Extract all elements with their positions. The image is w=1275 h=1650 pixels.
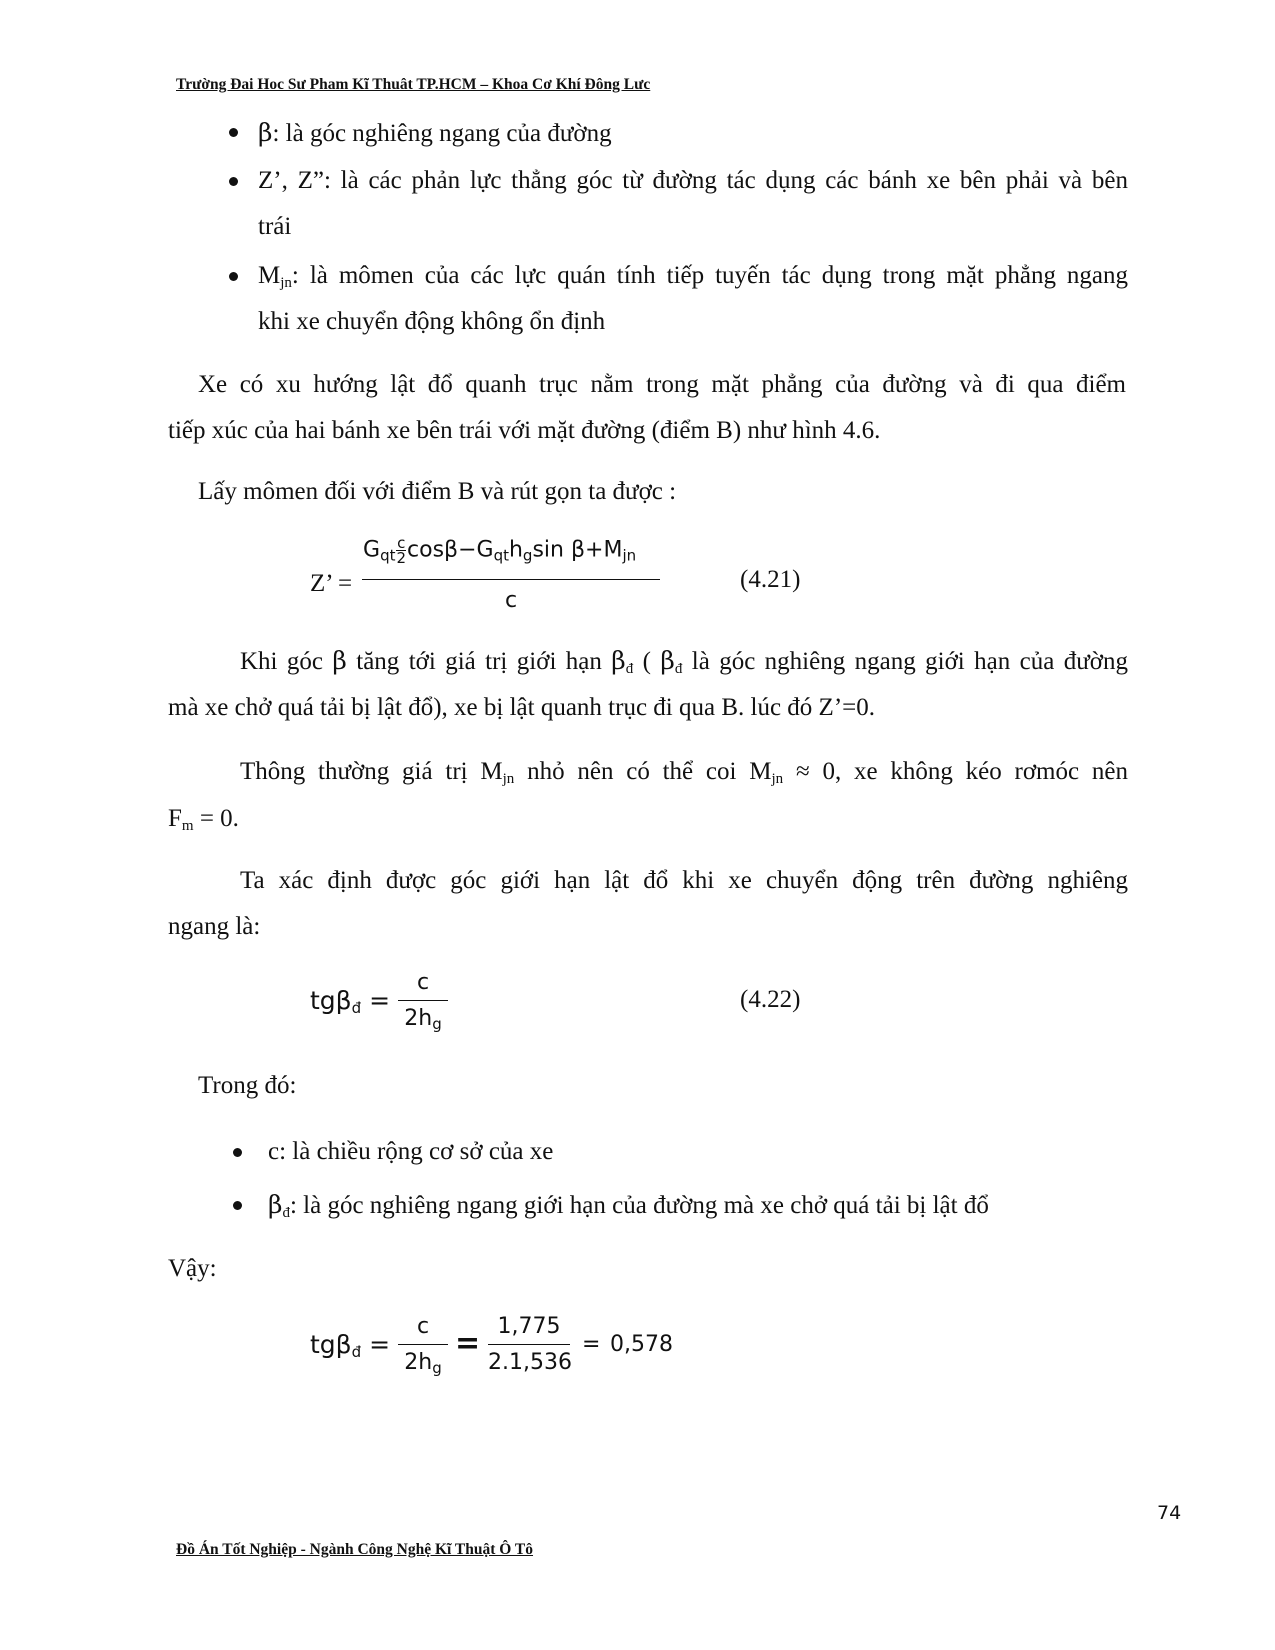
eq-lhs: tgβ$_đ$ =: [310, 1330, 391, 1361]
bullet-z-line1: Z’, Z”: là các phản lực thẳng góc từ đường tác dụng các bánh xe bên phải và bên: [258, 167, 1128, 194]
eq-equals: =: [455, 1326, 481, 1361]
eq-numerator: c: [416, 1314, 430, 1339]
bullet-dot: [229, 128, 238, 137]
equation-number: (4.22): [740, 986, 801, 1013]
eq-numerator: 1,775: [497, 1314, 561, 1339]
bullet-beta-d: $\beta_đ$: là góc nghiêng ngang giới hạn của đường mà xe chở quá tải bị lật đổ: [268, 1190, 989, 1221]
eq-numerator: $G_{qt}$ $\frac{c}{2}$ $\cos\beta-G_{qt}h_g\sin$ $\beta+M_{jn}$: [363, 534, 637, 567]
paragraph-line: Lấy mômen đối với điểm B và rút gọn ta được :: [198, 478, 677, 505]
eq-denominator: 2.1,536: [488, 1350, 572, 1375]
eq-equals: =: [582, 1332, 601, 1357]
paragraph-line: Ta xác định được góc giới hạn lật đổ khi xe chuyển động trên đường nghiêng: [240, 867, 1128, 894]
fraction-bar: [362, 579, 660, 580]
paragraph-line: mà xe chở quá tải bị lật đổ), xe bị lật quanh trục đi qua B. lúc đó Z’=0.: [168, 694, 875, 721]
paragraph-line: Vậy:: [168, 1255, 217, 1282]
paragraph-line: Thông thường giá trị $M_{jn}$ nhỏ nên có thể coi $M_{jn} \approx 0$, xe không kéo rơmóc nên: [240, 758, 1128, 787]
bullet-mjn-line2: khi xe chuyển động không ổn định: [258, 308, 606, 335]
eq-denominator: $2h_g$: [404, 1350, 442, 1377]
bullet-c: c: là chiều rộng cơ sở của xe: [268, 1138, 554, 1165]
bullet-dot: [233, 1148, 242, 1157]
page-number: 74: [1157, 1502, 1182, 1524]
eq-denominator: $2h_g$: [404, 1006, 442, 1033]
fraction-bar: [398, 1000, 448, 1001]
page-footer: Đồ Án Tốt Nghiệp - Ngành Công Nghệ Kĩ Thuật Ô Tô: [176, 1541, 534, 1558]
bullet-mjn-line1: $M_{jn}$: là mômen của các lực quán tính tiếp tuyến tác dụng trong mặt phẳng ngang: [258, 262, 1128, 291]
paragraph-line: ngang là:: [168, 913, 261, 940]
bullet-dot: [229, 177, 238, 186]
paragraph-line: Khi góc β tăng tới giá trị giới hạn $\beta_đ$ ( $\beta_đ$ là góc nghiêng ngang giới hạn của đường: [240, 646, 1129, 677]
eq-lhs: tgβ$_đ$ =: [310, 986, 391, 1017]
paragraph-line: Xe có xu hướng lật đổ quanh trục nằm trong mặt phẳng của đường và đi qua điểm: [198, 371, 1126, 398]
bullet-dot: [229, 272, 238, 281]
eq-denominator: c: [504, 588, 518, 613]
fraction-bar: [398, 1344, 448, 1345]
bullet-z-line2: trái: [258, 213, 292, 240]
paragraph-line: $F_m = 0$.: [168, 805, 239, 834]
eq-lhs: Z’ =: [310, 570, 353, 597]
eq-result: 0,578: [610, 1332, 673, 1357]
eq-numerator: c: [416, 970, 430, 995]
paragraph-line: tiếp xúc của hai bánh xe bên trái với mặt đường (điểm B) như hình 4.6.: [168, 417, 881, 444]
equation-number: (4.21): [740, 566, 801, 593]
fraction-bar: [488, 1344, 570, 1345]
bullet-beta: β: là góc nghiêng ngang của đường: [258, 118, 612, 147]
bullet-dot: [233, 1201, 242, 1210]
page-header: Trường Đai Hoc Sư Pham Kĩ Thuât TP.HCM – Khoa Cơ Khí Đông Lưc: [176, 76, 651, 93]
paragraph-line: Trong đó:: [198, 1072, 297, 1099]
